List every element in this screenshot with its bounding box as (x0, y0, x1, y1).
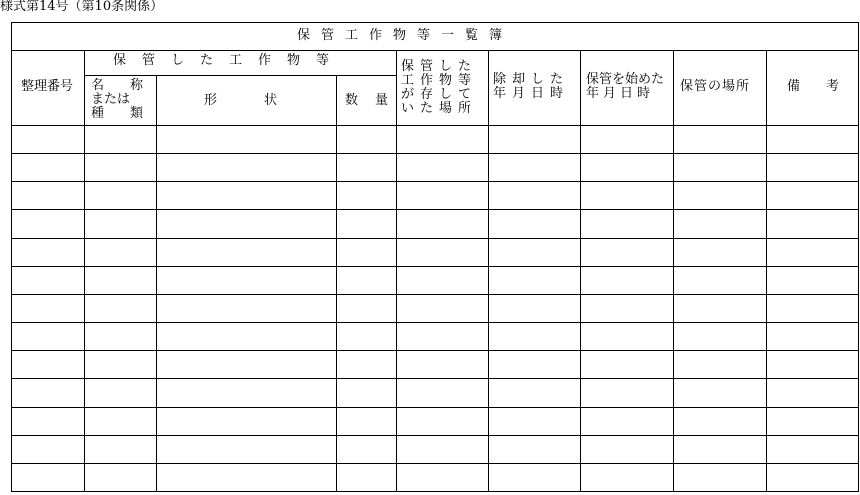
header-stored-items-group: 保管した工作物等 (113, 53, 346, 68)
table-cell[interactable] (674, 351, 766, 378)
table-title: 保管工作物等一覧簿 (297, 28, 514, 43)
row-rule (12, 463, 858, 464)
table-cell[interactable] (85, 154, 156, 181)
table-cell[interactable] (489, 267, 580, 294)
table-cell[interactable] (13, 408, 84, 435)
header-storage-place: 保管の場所 (680, 79, 751, 94)
header-number: 整理番号 (21, 79, 74, 94)
table-cell[interactable] (767, 154, 858, 181)
table-cell[interactable] (397, 239, 488, 266)
table-cell[interactable] (85, 239, 156, 266)
table-cell[interactable] (157, 210, 336, 237)
table-cell[interactable] (581, 182, 673, 209)
name-line-1: 名 称 (91, 78, 144, 93)
table-cell[interactable] (337, 351, 396, 378)
table-cell[interactable] (767, 182, 858, 209)
table-cell[interactable] (85, 408, 156, 435)
table-cell[interactable] (337, 154, 396, 181)
start-line-1: 保管を始めた (586, 72, 665, 87)
table-cell[interactable] (489, 154, 580, 181)
table-row (12, 238, 858, 266)
table-cell[interactable] (13, 351, 84, 378)
table-cell[interactable] (767, 267, 858, 294)
header-remarks: 備 考 (787, 79, 840, 94)
header-place-existed (401, 60, 477, 116)
removal-line-2: 年月日時 (493, 86, 570, 101)
table-cell[interactable] (767, 436, 858, 463)
table-cell[interactable] (397, 210, 488, 237)
table-cell[interactable] (581, 154, 673, 181)
table-cell[interactable] (581, 126, 673, 153)
table-cell[interactable] (674, 267, 766, 294)
table-cell[interactable] (337, 182, 396, 209)
table-cell[interactable] (489, 436, 580, 463)
table-cell[interactable] (13, 239, 84, 266)
table-cell[interactable] (157, 323, 336, 350)
place-line-1: 保管した (401, 59, 478, 74)
table-cell[interactable] (13, 323, 84, 350)
table-cell[interactable] (13, 464, 84, 491)
table-cell[interactable] (13, 436, 84, 463)
row-rule (12, 294, 858, 295)
table-cell[interactable] (397, 408, 488, 435)
table-cell[interactable] (489, 379, 580, 406)
table-cell[interactable] (674, 210, 766, 237)
row-rule (12, 435, 858, 436)
title-divider (12, 50, 858, 51)
table-cell[interactable] (489, 408, 580, 435)
table-cell[interactable] (85, 295, 156, 322)
row-rule (12, 209, 858, 210)
table-cell[interactable] (674, 464, 766, 491)
table-cell[interactable] (85, 464, 156, 491)
table-cell[interactable] (157, 126, 336, 153)
table-cell[interactable] (157, 408, 336, 435)
row-rule (12, 238, 858, 239)
table-row (12, 322, 858, 350)
place-line-4: いた場所 (401, 101, 478, 116)
table-cell[interactable] (157, 379, 336, 406)
table-cell[interactable] (674, 295, 766, 322)
table-cell[interactable] (13, 126, 84, 153)
table-cell[interactable] (489, 295, 580, 322)
header-removal-datetime (493, 73, 569, 101)
table-cell[interactable] (397, 182, 488, 209)
table-cell[interactable] (13, 154, 84, 181)
table-cell[interactable] (397, 126, 488, 153)
table-cell[interactable] (674, 126, 766, 153)
row-rule (12, 181, 858, 182)
table-cell[interactable] (581, 408, 673, 435)
table-cell[interactable] (157, 267, 336, 294)
table-cell[interactable] (85, 351, 156, 378)
table-cell[interactable] (157, 182, 336, 209)
table-cell[interactable] (767, 351, 858, 378)
table-row (12, 125, 858, 153)
table-cell[interactable] (85, 182, 156, 209)
table-cell[interactable] (489, 126, 580, 153)
table-cell[interactable] (489, 239, 580, 266)
table-cell[interactable] (13, 210, 84, 237)
table-cell[interactable] (397, 379, 488, 406)
table-cell[interactable] (767, 239, 858, 266)
table-cell[interactable] (85, 210, 156, 237)
table-row (12, 266, 858, 294)
row-rule (12, 407, 858, 408)
table-cell[interactable] (13, 182, 84, 209)
row-rule (12, 322, 858, 323)
table-cell[interactable] (767, 379, 858, 406)
table-cell[interactable] (157, 154, 336, 181)
table-cell[interactable] (85, 379, 156, 406)
header-quantity: 数 量 (345, 93, 391, 108)
table-cell[interactable] (581, 210, 673, 237)
table-row (12, 181, 858, 209)
form-number-label: 様式第14号（第10条関係） (0, 0, 164, 14)
table-cell[interactable] (13, 267, 84, 294)
table-cell[interactable] (581, 323, 673, 350)
table-cell[interactable] (85, 436, 156, 463)
table-row (12, 407, 858, 435)
table-cell[interactable] (337, 210, 396, 237)
start-line-2: 年月日時 (586, 86, 655, 101)
table-cell[interactable] (674, 182, 766, 209)
table-cell[interactable] (489, 464, 580, 491)
storage-register-table (11, 22, 859, 492)
table-cell[interactable] (337, 379, 396, 406)
row-rule (12, 378, 858, 379)
table-cell[interactable] (337, 126, 396, 153)
table-cell[interactable] (157, 464, 336, 491)
table-cell[interactable] (767, 210, 858, 237)
table-row (12, 435, 858, 463)
table-cell[interactable] (767, 408, 858, 435)
table-cell[interactable] (397, 267, 488, 294)
place-line-2: 工作物等 (401, 73, 478, 88)
table-cell[interactable] (397, 464, 488, 491)
table-cell[interactable] (397, 154, 488, 181)
table-cell[interactable] (337, 408, 396, 435)
name-line-2: または (91, 92, 131, 107)
table-cell[interactable] (581, 436, 673, 463)
table-cell[interactable] (397, 295, 488, 322)
table-cell[interactable] (581, 464, 673, 491)
table-cell[interactable] (581, 351, 673, 378)
table-cell[interactable] (157, 436, 336, 463)
table-cell[interactable] (489, 351, 580, 378)
table-row (12, 350, 858, 378)
table-cell[interactable] (674, 239, 766, 266)
table-cell[interactable] (674, 379, 766, 406)
table-cell[interactable] (157, 239, 336, 266)
table-cell[interactable] (157, 295, 336, 322)
table-row (12, 294, 858, 322)
name-line-3: 種 類 (91, 106, 144, 121)
table-cell[interactable] (581, 239, 673, 266)
table-cell[interactable] (85, 323, 156, 350)
table-cell[interactable] (767, 295, 858, 322)
table-cell[interactable] (85, 267, 156, 294)
table-cell[interactable] (337, 239, 396, 266)
table-cell[interactable] (581, 267, 673, 294)
table-cell[interactable] (397, 436, 488, 463)
table-cell[interactable] (581, 295, 673, 322)
table-cell[interactable] (581, 379, 673, 406)
header-shape: 形 状 (204, 93, 280, 108)
table-cell[interactable] (767, 126, 858, 153)
table-cell[interactable] (397, 323, 488, 350)
table-cell[interactable] (397, 351, 488, 378)
row-rule (12, 350, 858, 351)
place-line-3: が存して (401, 87, 478, 102)
table-row (12, 378, 858, 406)
table-cell[interactable] (489, 210, 580, 237)
table-cell[interactable] (674, 408, 766, 435)
header-name-or-type (91, 79, 143, 121)
table-cell[interactable] (337, 323, 396, 350)
table-row (12, 463, 858, 491)
row-rule (12, 266, 858, 267)
table-cell[interactable] (767, 323, 858, 350)
header-storage-start-datetime (586, 73, 664, 101)
removal-line-1: 除却した (493, 72, 570, 87)
table-cell[interactable] (13, 379, 84, 406)
table-cell[interactable] (337, 295, 396, 322)
table-cell[interactable] (337, 267, 396, 294)
table-cell[interactable] (674, 323, 766, 350)
table-cell[interactable] (489, 323, 580, 350)
table-cell[interactable] (767, 464, 858, 491)
table-row (12, 153, 858, 181)
table-cell[interactable] (337, 464, 396, 491)
row-rule (12, 153, 858, 154)
table-cell[interactable] (157, 351, 336, 378)
table-cell[interactable] (674, 436, 766, 463)
group-divider (85, 75, 397, 76)
table-row (12, 209, 858, 237)
table-cell[interactable] (85, 126, 156, 153)
table-cell[interactable] (674, 154, 766, 181)
table-cell[interactable] (489, 182, 580, 209)
table-cell[interactable] (13, 295, 84, 322)
table-cell[interactable] (337, 436, 396, 463)
